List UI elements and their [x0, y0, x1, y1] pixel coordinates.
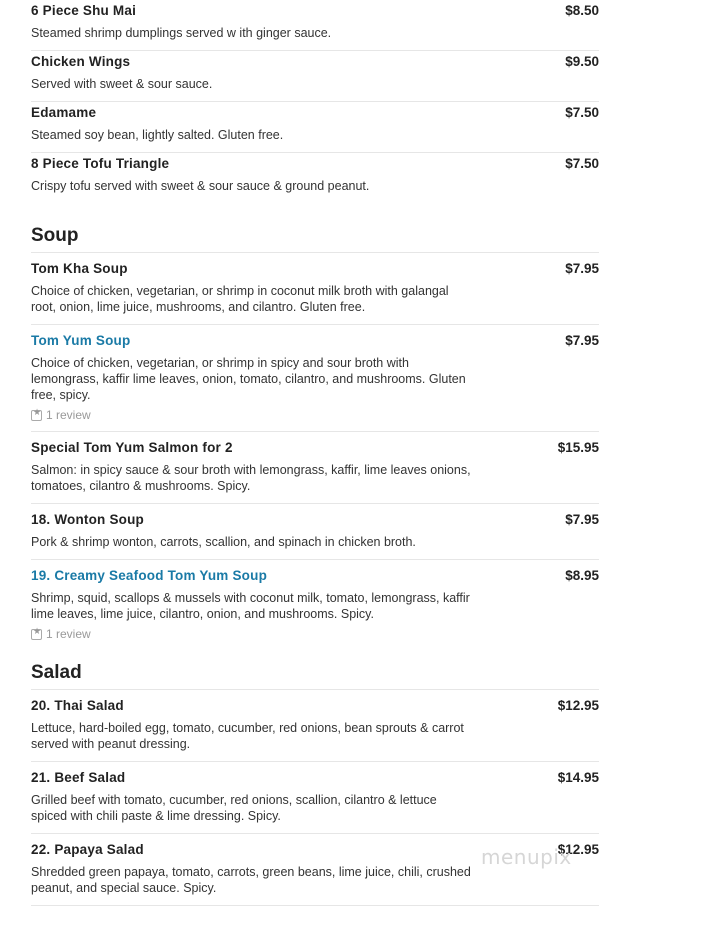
item-price: $12.95 [557, 842, 599, 857]
menu-item [31, 690, 599, 762]
item-name-link[interactable]: Tom Yum Soup [31, 333, 131, 348]
menu-item [31, 0, 599, 51]
item-description: Lettuce, hard-boiled egg, tomato, cucumber, red onions, bean sprouts & carrot served with peanut dressing. [31, 721, 464, 751]
item-name-link[interactable]: 19. Creamy Seafood Tom Yum Soup [31, 568, 268, 583]
menu-item [31, 762, 599, 834]
item-price: $15.95 [557, 440, 599, 455]
item-name: 22. Papaya Salad [31, 842, 144, 857]
menu-item [31, 253, 599, 325]
watermark-logo: menupix [481, 845, 572, 869]
item-description: Salmon: in spicy sauce & sour broth with lemongrass, kaffir, lime leaves onions, tomatoes, cilantro & mushrooms. Spicy. [31, 463, 471, 493]
menu-item [31, 153, 599, 203]
item-description: Shredded green papaya, tomato, carrots, green beans, lime juice, chili, crushed peanut, and special sauce. Spicy. [31, 865, 471, 895]
item-name: 6 Piece Shu Mai [31, 3, 137, 18]
menu-item [31, 102, 599, 153]
menu-item [31, 432, 599, 504]
menu-item [31, 51, 599, 102]
review-icon [31, 410, 42, 421]
item-name: 20. Thai Salad [31, 698, 124, 713]
item-price: $7.50 [565, 105, 599, 120]
item-price: $8.50 [565, 3, 599, 18]
section-title-salad: Salad [31, 662, 599, 690]
menu-item [31, 560, 599, 650]
item-name: Special Tom Yum Salmon for 2 [31, 440, 233, 455]
item-name: 21. Beef Salad [31, 770, 126, 785]
item-price: $7.50 [565, 156, 599, 171]
review-label: 1 review [46, 627, 91, 641]
item-name: Chicken Wings [31, 54, 131, 69]
review-label: 1 review [46, 408, 91, 422]
item-name: Tom Kha Soup [31, 261, 128, 276]
item-name: 8 Piece Tofu Triangle [31, 156, 170, 171]
item-description: Choice of chicken, vegetarian, or shrimp in spicy and sour broth with lemongrass, kaffir lime leaves, onion, tomato, cilantro, and mushrooms. Gluten free, spicy. [31, 356, 466, 402]
menu [31, 0, 599, 906]
section-title-soup: Soup [31, 225, 599, 253]
item-price: $7.95 [565, 512, 599, 527]
item-price: $7.95 [565, 261, 599, 276]
item-price: $14.95 [557, 770, 599, 785]
review-icon [31, 629, 42, 640]
item-description: Pork & shrimp wonton, carrots, scallion, and spinach in chicken broth. [31, 535, 416, 549]
item-description: Steamed soy bean, lightly salted. Gluten free. [31, 128, 284, 142]
item-price: $9.50 [565, 54, 599, 69]
item-name: 18. Wonton Soup [31, 512, 144, 527]
item-description: Steamed shrimp dumplings served w ith ginger sauce. [31, 26, 332, 40]
item-description: Choice of chicken, vegetarian, or shrimp in coconut milk broth with galangal root, onion, lime juice, mushrooms, and cilantro. Gluten free. [31, 284, 449, 314]
menu-item [31, 504, 599, 560]
item-description: Grilled beef with tomato, cucumber, red onions, scallion, cilantro & lettuce spiced with chili paste & lime dressing. Spicy. [31, 793, 437, 823]
item-price: $12.95 [557, 698, 599, 713]
review-count[interactable] [31, 627, 599, 641]
item-description: Crispy tofu served with sweet & sour sauce & ground peanut. [31, 179, 370, 193]
item-description: Shrimp, squid, scallops & mussels with coconut milk, tomato, lemongrass, kaffir lime leaves, lime juice, cilantro, onion, and mushrooms. Spicy. [31, 591, 470, 621]
item-description: Served with sweet & sour sauce. [31, 77, 213, 91]
item-name: Edamame [31, 105, 97, 120]
menu-item [31, 325, 599, 432]
item-price: $7.95 [565, 333, 599, 348]
item-price: $8.95 [565, 568, 599, 583]
review-count[interactable] [31, 408, 599, 422]
